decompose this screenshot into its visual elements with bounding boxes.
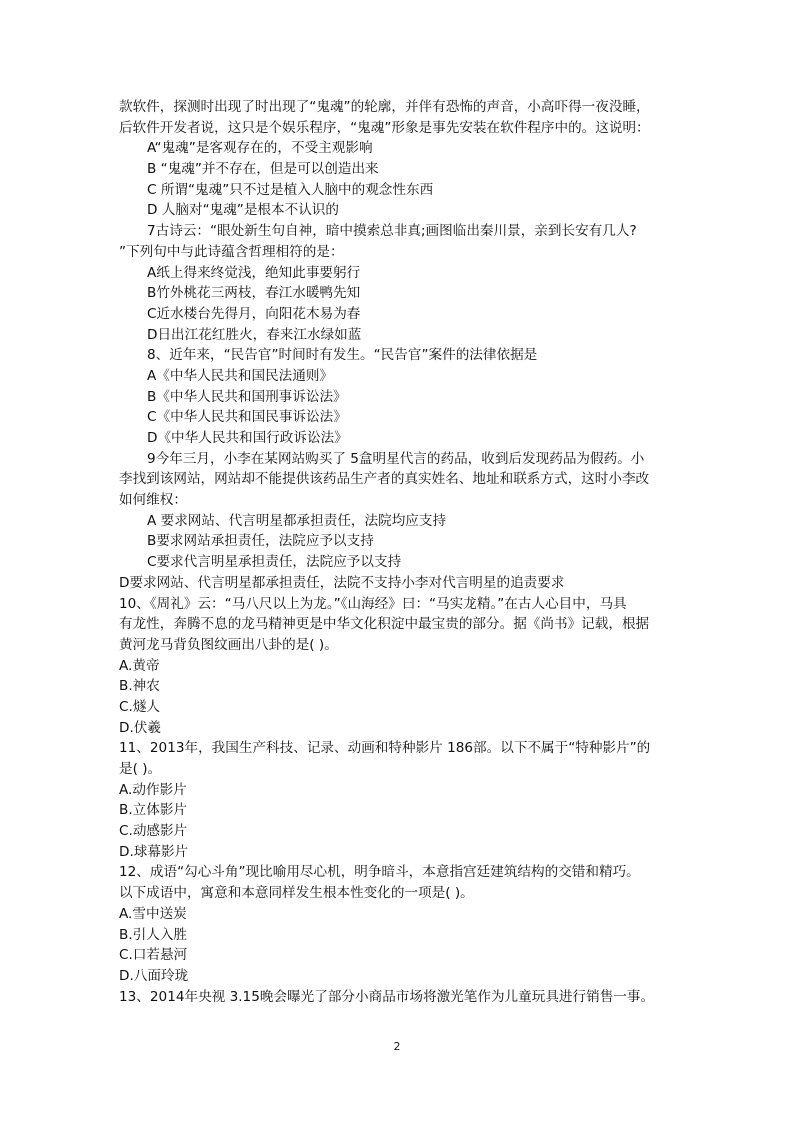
question-line: 10、《周礼》云：“马八尺以上为龙。”《山海经》曰：“马实龙精。”在古人心目中，马具 — [119, 595, 627, 612]
text-line: 黄河龙马背负图纹画出八卦的是( )。 — [119, 636, 338, 653]
option-line: C近水楼台先得月，向阳花木易为春 — [147, 305, 361, 322]
option-line: D.球幕影片 — [119, 843, 189, 860]
option-line: C要求代言明星承担责任，法院应予以支持 — [147, 554, 402, 571]
option-line: D要求网站、代言明星都承担责任，法院不支持小李对代言明星的追责要求 — [119, 574, 565, 591]
question-line: 13、2014年央视 3.15晚会曝光了部分小商品市场将激光笔作为儿童玩具进行销售一事。 — [119, 988, 655, 1005]
option-line: B要求网站承担责任，法院应予以支持 — [147, 533, 374, 550]
option-line: B “鬼魂”并不存在，但是可以创造出来 — [147, 161, 379, 178]
document-body — [119, 97, 679, 1007]
question-line: 12、成语“勾心斗角”现比喻用尽心机，明争暗斗，本意指宫廷建筑结构的交错和精巧。 — [119, 864, 640, 881]
text-line: 如何维权： — [119, 492, 187, 509]
option-line: D.八面玲珑 — [119, 967, 189, 984]
option-line: A.动作影片 — [119, 781, 187, 798]
question-line: 7古诗云：“眼处新生句自神，暗中摸索总非真;画图临出秦川景，亲到长安有几人? — [147, 223, 637, 240]
text-line: 是( )。 — [119, 761, 162, 777]
option-line: B.神农 — [119, 678, 160, 695]
text-line: 款软件，探测时出现了时出现了“鬼魂”的轮廓，并伴有恐怖的声音，小高吓得一夜没睡， — [119, 99, 650, 115]
option-line: C.口若悬河 — [119, 947, 188, 964]
text-line: ”下列句中与此诗蕴含哲理相符的是： — [119, 243, 344, 260]
option-line: D 人脑对“鬼魂”是根本不认识的 — [147, 202, 339, 219]
option-line: D日出江花红胜火，春来江水绿如蓝 — [147, 326, 362, 343]
text-line: 有龙性，奔腾不息的龙马精神更是中华文化积淀中最宝贵的部分。据《尚书》记载，根据 — [119, 616, 650, 633]
text-line: 李找到该网站，网站却不能提供该药品生产者的真实姓名、地址和联系方式，这时小李改 — [119, 471, 650, 488]
option-line: D.伏羲 — [119, 719, 161, 736]
option-line: A《中华人民共和国民法通则》 — [147, 367, 334, 384]
option-line: C 所谓“鬼魂”只不过是植入人脑中的观念性东西 — [147, 181, 434, 198]
option-line: D《中华人民共和国行政诉讼法》 — [147, 430, 348, 446]
page-number: 2 — [393, 1040, 401, 1053]
option-line: B《中华人民共和国刑事诉讼法》 — [147, 388, 347, 405]
text-line: 以下成语中，寓意和本意同样发生根本性变化的一项是( )。 — [119, 885, 474, 902]
option-line: B.引人入胜 — [119, 926, 188, 943]
text-line: 后软件开发者说，这只是个娱乐程序，“鬼魂”形象是事先安装在软件程序中的。这说明： — [119, 119, 650, 136]
option-line: C.燧人 — [119, 698, 161, 715]
option-line: A 要求网站、代言明星都承担责任，法院均应支持 — [147, 512, 447, 529]
option-line: A.雪中送炭 — [119, 905, 187, 922]
option-line: B竹外桃花三两枝，春江水暖鸭先知 — [147, 285, 361, 302]
question-line: 11、2013年，我国生产科技、记录、动画和特种影片 186部。以下不属于“特种影片”的 — [119, 740, 651, 757]
option-line: B.立体影片 — [119, 802, 188, 819]
option-line: A纸上得来终觉浅，绝知此事要躬行 — [147, 264, 361, 281]
question-line: 9今年三月，小李在某网站购买了 5盒明星代言的药品，收到后发现药品为假药。小 — [147, 450, 645, 467]
question-line: 8、近年来，“民告官”时间时有发生。“民告官”案件的法律依据是 — [147, 347, 538, 364]
option-line: C.动感影片 — [119, 823, 188, 840]
option-line: A.黄帝 — [119, 657, 160, 674]
option-line: A“鬼魂”是客观存在的，不受主观影响 — [147, 140, 373, 157]
option-line: C《中华人民共和国民事诉讼法》 — [147, 409, 347, 426]
